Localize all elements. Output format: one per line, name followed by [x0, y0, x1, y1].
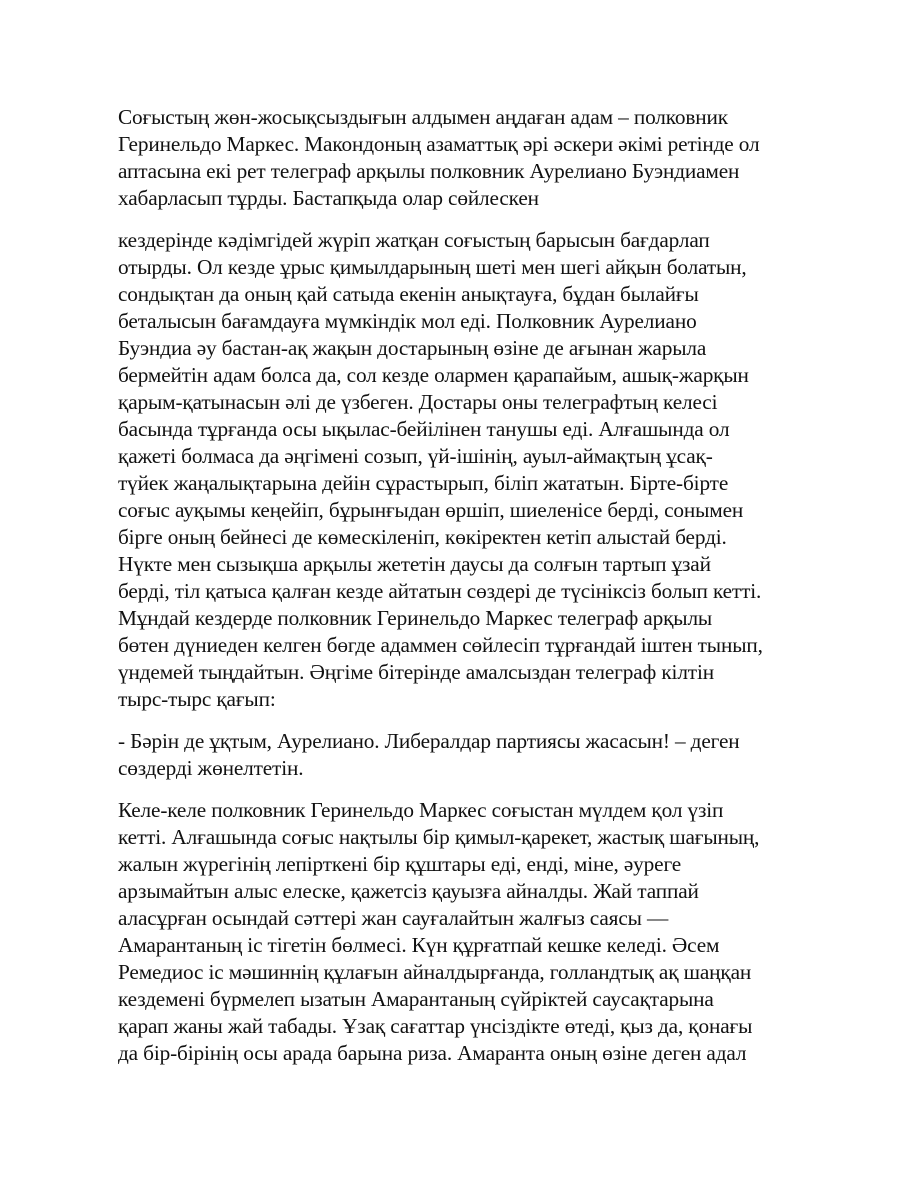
document-page	[118, 104, 800, 1082]
paragraph-4: Келе-келе полковник Геринельдо Маркес соғыстан мүлдем қол үзіп кетті. Алғашында соғыс нақтылы бір қимыл-қарекет, жастық шағының, жалын жүрегінің лепірткені бір құштары еді, енді, міне, әуреге арзымайтын алыс елеске, қажетсіз қауызға айналды. Жай таппай аласұрған осындай сәттері жан сауғалайтын жалғыз саясы — Амарантаның іс тігетін бөлмесі. Күн құрғатпай кешке келеді. Әсем Ремедиос іс мәшиннің құлағын айналдырғанда, голландтық ақ шаңқан кездемені бүрмелеп ызатын Амарантаның сүйріктей саусақтарына қарап жаны жай табады. Ұзақ сағаттар үнсіздікте өтеді, қыз да, қонағы да бір-бірінің осы арада барына риза. Амаранта оның өзіне деген адал	[118, 798, 760, 1065]
paragraph-1: Соғыстың жөн-жосықсыздығын алдымен аңдаған адам – полковник Геринельдо Маркес. Макондоның азаматтық әрі әскери әкімі ретінде ол аптасына екі рет телеграф арқылы полковник Аурелиано Буэндиамен хабарласып тұрды. Бастапқыда олар сөйлескен	[118, 105, 760, 210]
paragraph-2: кездерінде кәдімгідей жүріп жатқан соғыстың барысын бағдарлап отырды. Ол кезде ұрыс қимылдарының шеті мен шегі айқын болатын, сондықтан да оның қай сатыда екенін анықтауға, бұдан былайғы беталысын бағамдауға мүмкіндік мол еді. Полковник Аурелиано Буэндиа әу бастан-ақ жақын достарының өзіне де ағынан жарыла бермейтін адам болса да, сол кезде олармен қарапайым, ашық-жарқын қарым-қатынасын әлі де үзбеген. Достары оны телеграфтың келесі басында тұрғанда осы ықылас-бейілінен танушы еді. Алғашында ол қажеті болмаса да әңгімені созып, үй-ішінің, ауыл-аймақтың ұсақ- түйек жаңалықтарына дейін сұрастырып, біліп жататын. Бірте-бірте соғыс ауқымы кеңейіп, бұрынғыдан өршіп, шиеленісе берді, сонымен бірге оның бейнесі де көмескіленіп, көкіректен кетіп алыстай берді. Нүкте мен сызықша арқылы жететін даусы да солғын тартып ұзай берді, тіл қатыса қалған кезде айтатын сөздері де түсініксіз болып кетті. Мұндай кездерде полковник Геринельдо Маркес телеграф арқылы бөтен дүниеден келген бөгде адаммен сөйлесіп тұрғандай іштен тынып, үндемей тыңдайтын. Әңгіме бітерінде амалсыздан телеграф кілтін тырс-тырс қағып:	[118, 228, 763, 711]
paragraph-3: - Бәрін де ұқтым, Аурелиано. Либералдар партиясы жасасын! – деген сөздерді жөнелтетін.	[118, 729, 740, 780]
